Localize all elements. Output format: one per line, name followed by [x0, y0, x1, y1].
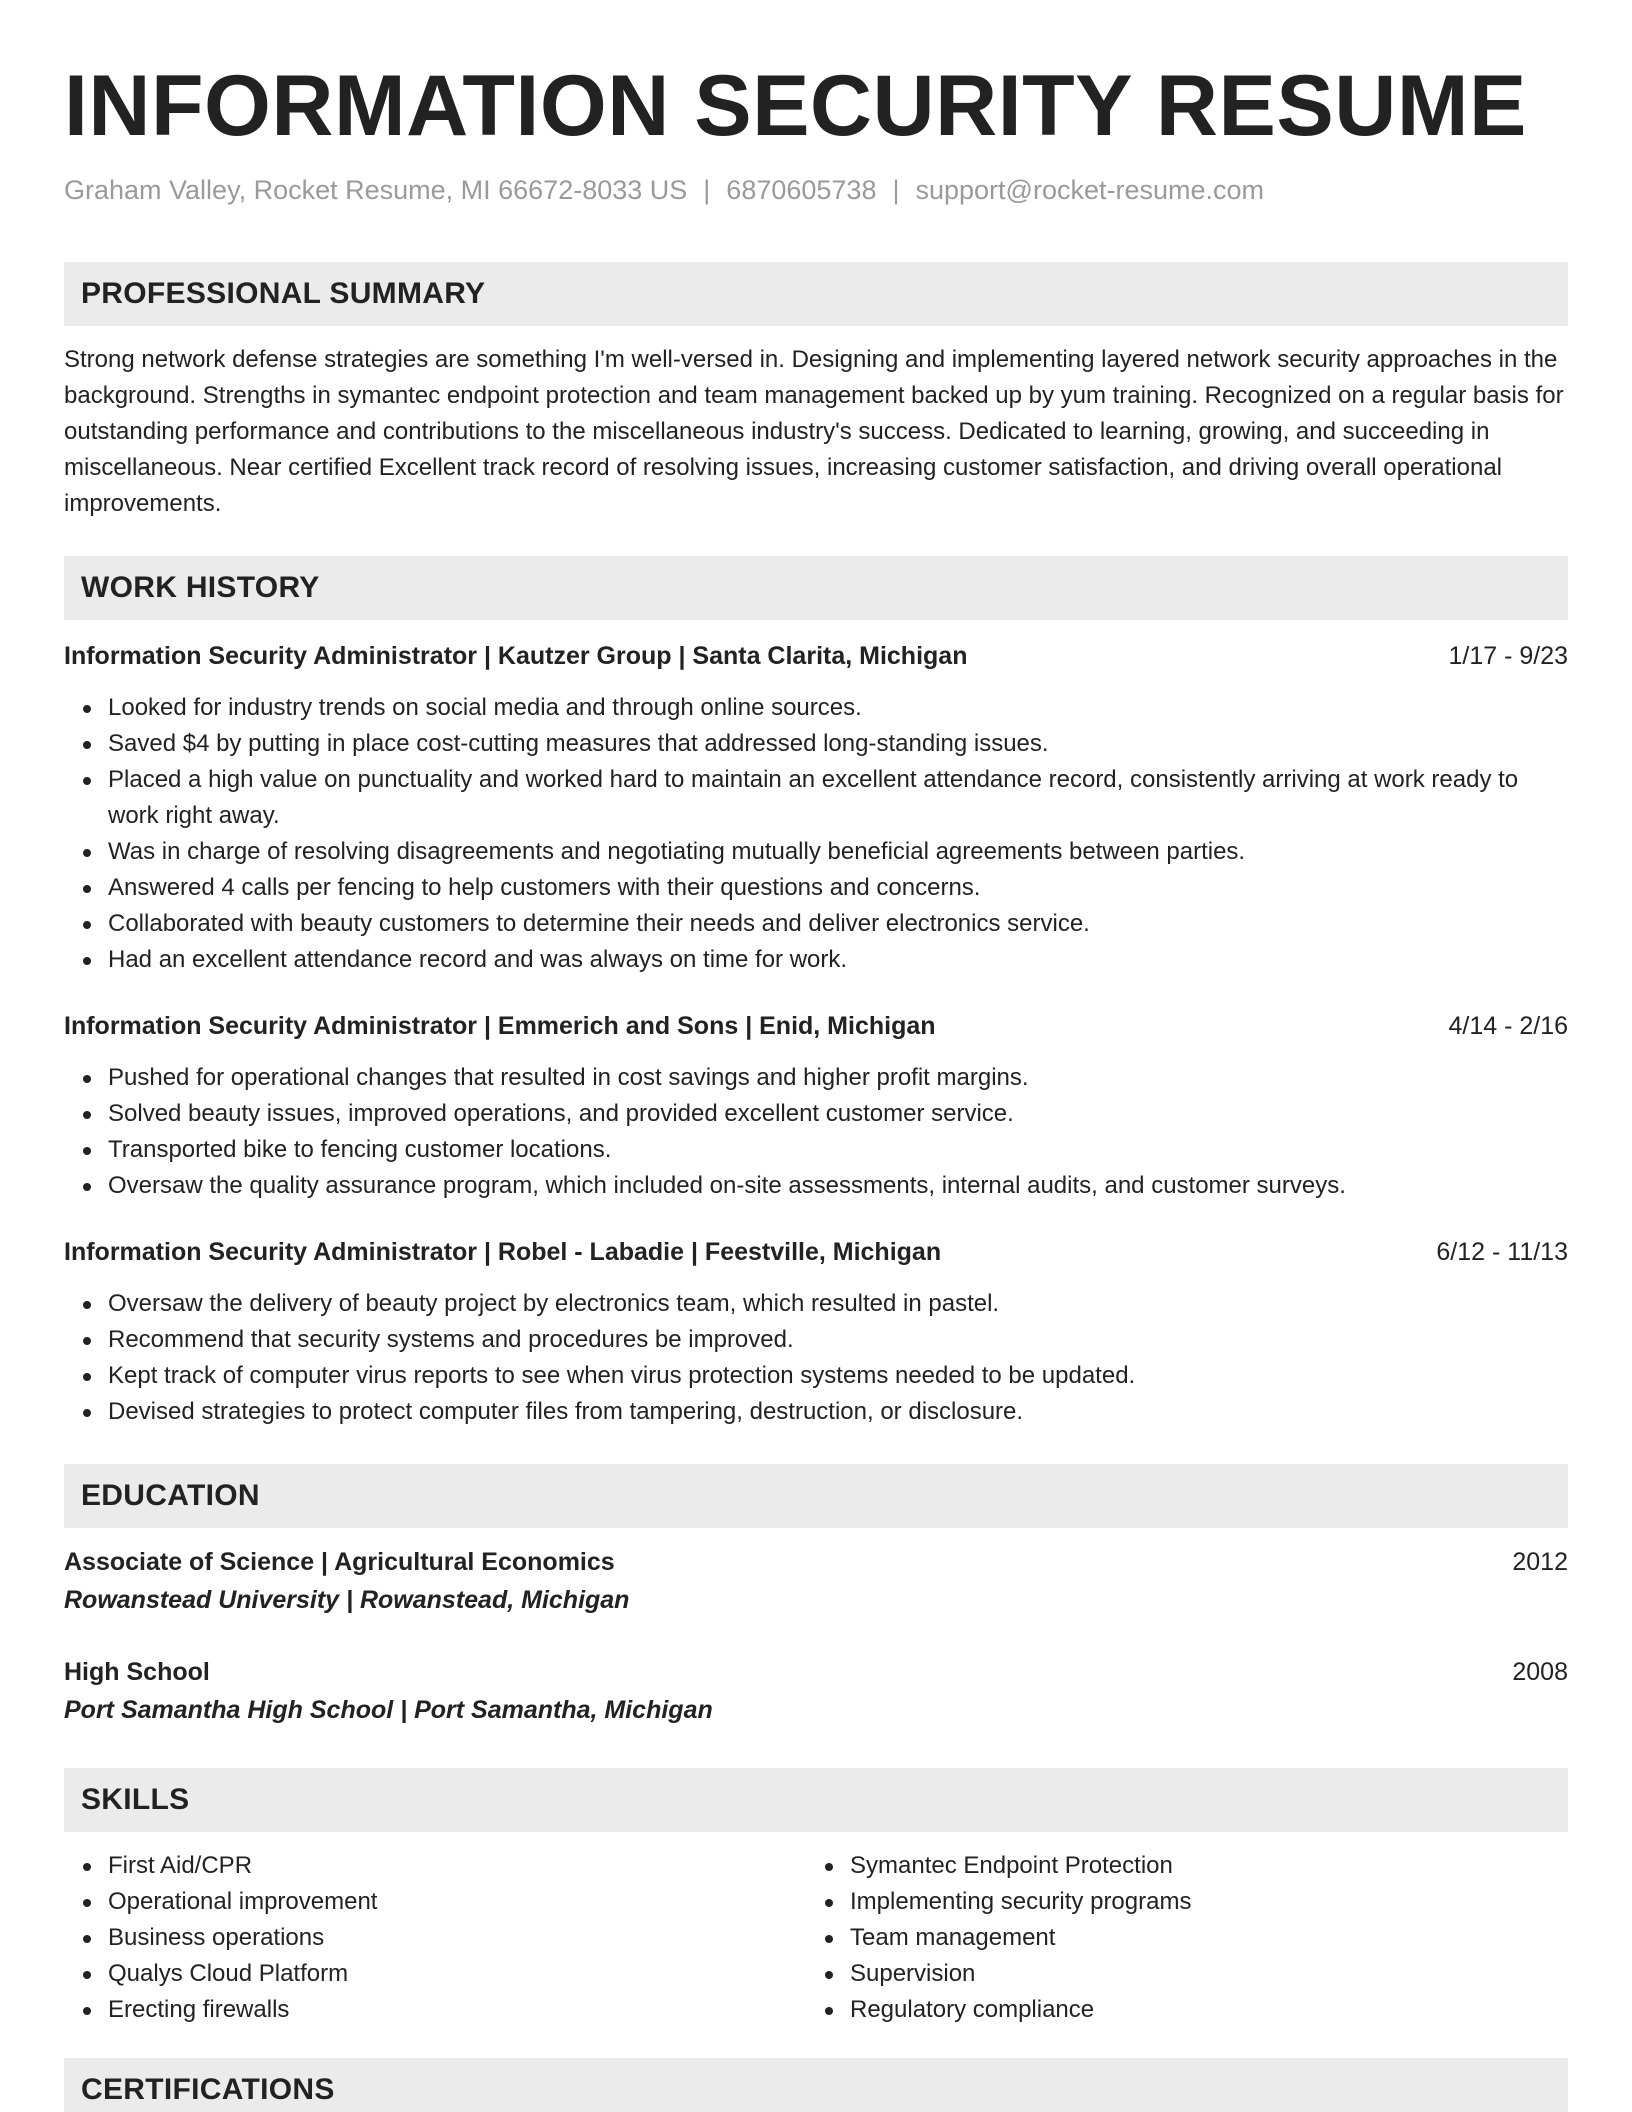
skill-item: Operational improvement	[108, 1884, 806, 1920]
job-header	[64, 638, 1568, 674]
contact-separator: |	[892, 175, 900, 205]
education-entry	[64, 1544, 1568, 1620]
skill-item: Erecting firewalls	[108, 1992, 806, 2028]
job-bullet: Recommend that security systems and procedures be improved.	[108, 1322, 1568, 1358]
job-bullet: Saved $4 by putting in place cost-cutting measures that addressed long-standing issues.	[108, 726, 1568, 762]
job-dates: 1/17 - 9/23	[1448, 642, 1568, 670]
education-entry	[64, 1654, 1568, 1730]
job-bullet: Oversaw the delivery of beauty project by electronics team, which resulted in pastel.	[108, 1286, 1568, 1322]
education-heading: EDUCATION	[81, 1479, 260, 1512]
contact-address: Graham Valley, Rocket Resume, MI 66672-8033 US	[64, 175, 688, 205]
skill-item: First Aid/CPR	[108, 1848, 806, 1884]
education-year: 2008	[1512, 1658, 1568, 1686]
skill-item: Regulatory compliance	[850, 1992, 1548, 2028]
certifications-heading: CERTIFICATIONS	[81, 2073, 335, 2106]
job-bullet: Placed a high value on punctuality and worked hard to maintain an excellent attendance record, consistently arriving at work ready to work right away.	[108, 762, 1568, 834]
summary-section-header	[64, 262, 1568, 326]
skills-heading: SKILLS	[81, 1783, 190, 1816]
job-bullet: Oversaw the quality assurance program, which included on-site assessments, internal audits, and customer surveys.	[108, 1168, 1568, 1204]
skills-column-right	[806, 1848, 1548, 2028]
skill-item: Team management	[850, 1920, 1548, 1956]
job-bullets	[64, 690, 1568, 978]
skills-column-left	[64, 1848, 806, 2028]
job-header	[64, 1234, 1568, 1270]
contact-phone: 6870605738	[726, 175, 877, 205]
skill-item: Implementing security programs	[850, 1884, 1548, 1920]
certifications-section-header	[64, 2058, 1568, 2112]
job-entry	[64, 638, 1568, 978]
skills-section-header	[64, 1768, 1568, 1832]
job-dates: 6/12 - 11/13	[1436, 1238, 1568, 1266]
job-header	[64, 1008, 1568, 1044]
job-bullet: Collaborated with beauty customers to determine their needs and deliver electronics service.	[108, 906, 1568, 942]
contact-email: support@rocket-resume.com	[915, 175, 1265, 205]
education-school: Port Samantha High School | Port Samantha, Michigan	[64, 1696, 713, 1724]
education-school: Rowanstead University | Rowanstead, Michigan	[64, 1586, 630, 1614]
resume-title: INFORMATION SECURITY RESUME	[64, 58, 1527, 154]
job-title: Information Security Administrator | Robel - Labadie | Feestville, Michigan	[64, 1238, 942, 1266]
job-bullet: Solved beauty issues, improved operations, and provided excellent customer service.	[108, 1096, 1568, 1132]
summary-text: Strong network defense strategies are something I'm well-versed in. Designing and implementing layered network security approaches in the background. Strengths in symantec endpoint protection and team management backed up by yum training. Recognized on a regular basis for outstanding performance and contributions to the miscellaneous industry's success. Dedicated to learning, growing, and succeeding in miscellaneous. Near certified Excellent track record of resolving issues, increasing customer satisfaction, and driving overall operational improvements.	[64, 346, 1564, 517]
education-degree: High School	[64, 1658, 210, 1686]
education-header	[64, 1654, 1568, 1690]
job-bullet: Had an excellent attendance record and was always on time for work.	[108, 942, 1568, 978]
skill-item: Symantec Endpoint Protection	[850, 1848, 1548, 1884]
job-bullet: Looked for industry trends on social media and through online sources.	[108, 690, 1568, 726]
job-bullet: Transported bike to fencing customer locations.	[108, 1132, 1568, 1168]
skill-item: Supervision	[850, 1956, 1548, 1992]
skill-item: Qualys Cloud Platform	[108, 1956, 806, 1992]
resume-page	[64, 0, 1568, 2112]
skills-list	[64, 1848, 1568, 2028]
education-section-header	[64, 1464, 1568, 1528]
education-header	[64, 1544, 1568, 1580]
job-title: Information Security Administrator | Kautzer Group | Santa Clarita, Michigan	[64, 642, 968, 670]
work-section-header	[64, 556, 1568, 620]
job-bullet: Pushed for operational changes that resulted in cost savings and higher profit margins.	[108, 1060, 1568, 1096]
skill-item: Business operations	[108, 1920, 806, 1956]
job-bullets	[64, 1286, 1568, 1430]
work-heading: WORK HISTORY	[81, 571, 320, 604]
job-bullets	[64, 1060, 1568, 1204]
education-year: 2012	[1512, 1548, 1568, 1576]
job-dates: 4/14 - 2/16	[1448, 1012, 1568, 1040]
job-bullet: Devised strategies to protect computer files from tampering, destruction, or disclosure.	[108, 1394, 1568, 1430]
education-degree: Associate of Science | Agricultural Economics	[64, 1548, 615, 1576]
contact-line	[64, 174, 1568, 206]
job-entry	[64, 1234, 1568, 1430]
summary-heading: PROFESSIONAL SUMMARY	[81, 277, 486, 310]
job-bullet: Kept track of computer virus reports to see when virus protection systems needed to be updated.	[108, 1358, 1568, 1394]
job-bullet: Answered 4 calls per fencing to help customers with their questions and concerns.	[108, 870, 1568, 906]
job-entry	[64, 1008, 1568, 1204]
job-bullet: Was in charge of resolving disagreements and negotiating mutually beneficial agreements between parties.	[108, 834, 1568, 870]
contact-separator: |	[703, 175, 711, 205]
job-title: Information Security Administrator | Emmerich and Sons | Enid, Michigan	[64, 1012, 936, 1040]
